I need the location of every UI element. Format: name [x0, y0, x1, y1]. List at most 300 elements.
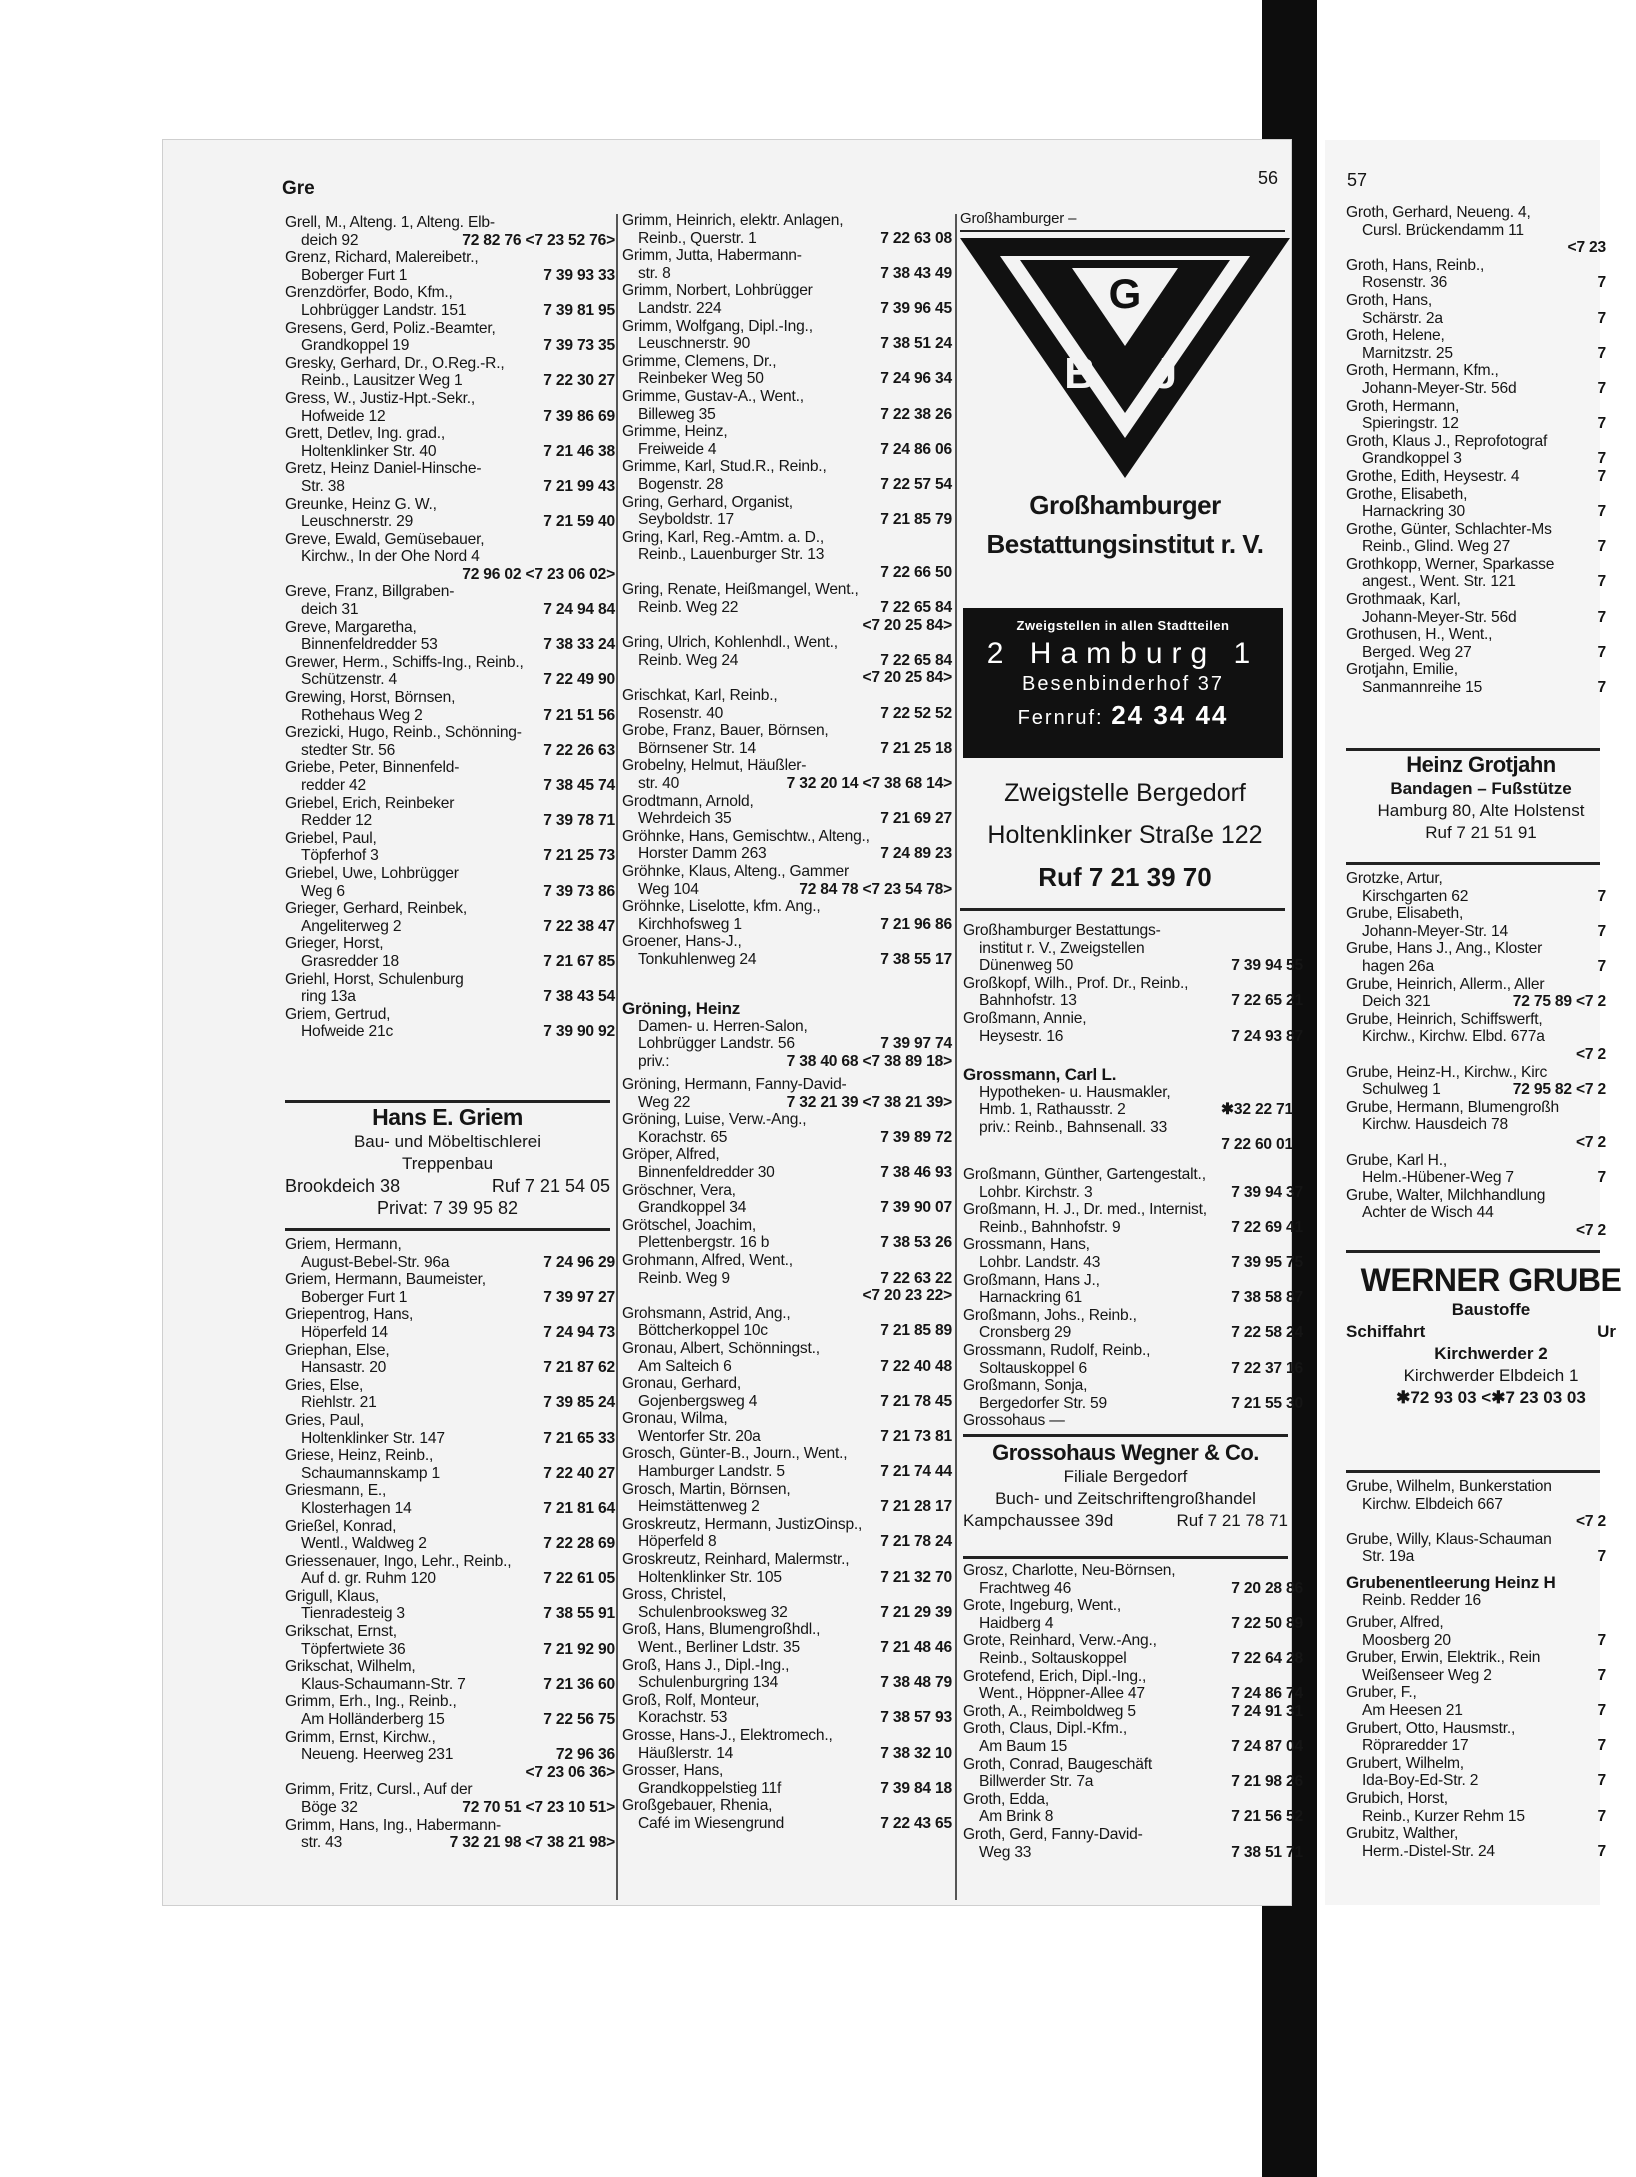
entry-address: Am Holländerberg 15 [301, 1711, 445, 1729]
list-item [1346, 257, 1606, 292]
entry-name: Grube, Heinrich, Allerm., Aller [1346, 975, 1545, 993]
entry-address: hagen 26a [1362, 957, 1434, 975]
entry-address: Bergedorfer Str. 59 [979, 1394, 1107, 1412]
entry-phone: 72 84 78 <7 23 54 78> [799, 880, 952, 898]
page-number-right: 57 [1347, 170, 1368, 190]
entry-address: Reinb., Querstr. 1 [638, 229, 757, 247]
entry-address: str. 43 [301, 1834, 343, 1852]
entry-name: Groth, A., Reimboldweg 5 [963, 1702, 1136, 1720]
entry-name: Grießel, Konrad, [285, 1517, 397, 1535]
entry-address: angest., Went. Str. 121 [1362, 573, 1516, 591]
ad-grotjahn [1346, 752, 1616, 844]
entry-phone: 7 [1597, 679, 1606, 697]
entry-address: Grandkoppel 3 [1362, 450, 1462, 468]
entry-address: Freiweide 4 [638, 440, 717, 458]
entry-phone: 7 38 45 74 [543, 777, 615, 794]
entry-name: Grube, Heinz-H., Kirchw., Kirc [1346, 1063, 1548, 1081]
list-item [285, 795, 615, 830]
entry-name: Griebe, Peter, Binnenfeld- [285, 759, 460, 777]
entry-phone: 7 39 86 69 [543, 407, 615, 425]
ad-grube-line3: Kirchwerder Elbdeich 1 [1403, 1366, 1579, 1385]
list-item [622, 1727, 952, 1762]
entry-address: Schulenbrooksweg 32 [638, 1603, 788, 1621]
entry-name: Groth, Hans, [1346, 291, 1433, 309]
entry-address: Häußlerstr. 14 [638, 1744, 734, 1762]
entry-address: Spieringstr. 12 [1362, 415, 1459, 433]
ad-rule [1346, 748, 1600, 751]
entry-phone: 7 22 56 75 [543, 1711, 615, 1729]
entry-phone: 7 38 55 91 [543, 1605, 615, 1623]
ad-griem-line2: Treppenbau [401, 1154, 494, 1173]
entry-phone: 7 38 43 49 [880, 264, 952, 282]
entry-name: Gröning, Luise, Verw.-Ang., [622, 1111, 807, 1129]
entry-name: Grigull, Klaus, [285, 1587, 380, 1605]
list-item [622, 1111, 952, 1146]
entry-address: Soltauskoppel 6 [979, 1359, 1087, 1377]
entry-phone: 7 21 74 44 [880, 1463, 952, 1481]
entry-name: Grosz, Charlotte, Neu-Börnsen, [963, 1562, 1176, 1579]
list-item [622, 458, 952, 493]
entry-phone-alt: <7 23 [1567, 239, 1606, 257]
entry-address: Went., Berliner Ldstr. 35 [638, 1639, 800, 1656]
entry-address: Haidberg 4 [979, 1614, 1054, 1632]
entry-phone: 7 38 51 71 [1231, 1843, 1303, 1861]
list-item [963, 1307, 1303, 1342]
list-item [1346, 521, 1606, 556]
list-item [285, 1271, 615, 1306]
gbj-triangle-logo [960, 238, 1290, 478]
entry-address: Went., Höppner-Allee 47 [979, 1685, 1145, 1703]
entry-address: Kirchw. Hausdeich 78 [1362, 1116, 1508, 1134]
groening-name: Gröning, Heinz [622, 999, 741, 1018]
entry-name: Gring, Renate, Heißmangel, Went., [622, 581, 859, 599]
list-item [963, 1756, 1303, 1791]
entry-address: Rothehaus Weg 2 [301, 706, 423, 724]
entry-phone: 7 21 99 43 [543, 477, 615, 495]
entry-address: Reinb., Kurzer Rehm 15 [1362, 1807, 1525, 1825]
entry-phone: 7 21 55 30 [1231, 1394, 1303, 1412]
list-item [1346, 1011, 1606, 1064]
entry-phone: 7 22 49 90 [543, 671, 615, 689]
entry-name: Grothe, Edith, Heysestr. 4 [1346, 467, 1520, 485]
entry-address: Reinb., Lausitzer Weg 1 [301, 372, 463, 390]
list-item [622, 353, 952, 388]
entry-name: Groth, Klaus J., Reprofotograf [1346, 432, 1548, 450]
entry-address: Kirchhofsweg 1 [638, 915, 742, 933]
entry-name: Groth, Hermann, [1346, 397, 1460, 415]
gbj-box-line1: Zweigstellen in allen Stadtteilen [1016, 618, 1230, 633]
entry-address: Höperfeld 14 [301, 1323, 388, 1341]
entry-address: Hofweide 21c [301, 1023, 394, 1041]
entry-address: Helm.-Hübener-Weg 7 [1362, 1169, 1514, 1187]
entry-name: Grube, Karl H., [1346, 1151, 1447, 1169]
entry-phone: 7 39 93 33 [543, 266, 615, 284]
gbj-box-line3: Besenbinderhof 37 [1022, 673, 1224, 695]
entry-grossmann-carl [963, 1066, 1293, 1154]
entry-address: Rosenstr. 36 [1362, 274, 1448, 292]
ad-wegner-name: Grossohaus Wegner & Co. [992, 1440, 1259, 1465]
ad-grube-name: WERNER GRUBE [1360, 1262, 1622, 1298]
column-d-end [1346, 1614, 1606, 1860]
column-d-continued [1346, 870, 1606, 1239]
gbj-letter-b: B [1064, 349, 1096, 398]
entry-address: Tonkuhlenweg 24 [638, 950, 757, 968]
entry-phone: 7 22 40 48 [880, 1357, 952, 1375]
entry-phone: 7 [1597, 922, 1606, 940]
entry-address: ring 13a [301, 988, 356, 1006]
list-item [622, 1762, 952, 1797]
entry-name: Großmann, Annie, [963, 1009, 1087, 1027]
list-item [622, 1481, 952, 1516]
entry-phone: 7 24 96 29 [543, 1253, 615, 1271]
ad-griem-line1: Bau- und Möbeltischlerei [353, 1132, 542, 1151]
list-item [622, 1182, 952, 1217]
entry-phone: 7 39 94 55 [1231, 957, 1303, 975]
entry-phone: 7 21 36 60 [543, 1675, 615, 1693]
entry-phone: 7 39 90 92 [543, 1023, 615, 1041]
list-item [285, 1588, 615, 1623]
entry-address: Wehrdeich 35 [638, 810, 732, 828]
entry-address: deich 31 [301, 601, 359, 619]
entry-address: Leuschnerstr. 90 [638, 335, 751, 353]
entry-phone: 7 39 94 37 [1231, 1183, 1303, 1201]
entry-phone: 7 21 78 45 [880, 1392, 952, 1410]
entry-phone-alt: <7 20 23 22> [862, 1287, 952, 1305]
list-item [1346, 468, 1606, 486]
entry-name: Grothusen, H., Went., [1346, 626, 1493, 644]
entry-name: Grotzke, Artur, [1346, 870, 1443, 887]
entry-address: Ida-Boy-Ed-Str. 2 [1362, 1772, 1479, 1790]
entry-address: Heysestr. 16 [979, 1027, 1064, 1045]
entry-name: Grotjahn, Emilie, [1346, 661, 1458, 679]
entry-name: Grube, Heinrich, Schiffswerft, [1346, 1010, 1543, 1028]
groening-line: priv.: [638, 1052, 670, 1070]
entry-name: Grothe, Günter, Schlachter-Ms [1346, 520, 1552, 538]
entry-address: Bahnhofstr. 13 [979, 992, 1077, 1010]
entry-address: Seyboldstr. 17 [638, 511, 735, 529]
entry-address: Lohbr. Kirchstr. 3 [979, 1183, 1093, 1201]
grossmann-line: priv.: Reinb., Bahnsenall. 33 [979, 1118, 1168, 1136]
gbj-letter-j: J [1152, 349, 1178, 398]
entry-address: Sanmannreihe 15 [1362, 679, 1483, 697]
entry-name: Gruber, Alfred, [1346, 1614, 1444, 1631]
list-item [963, 1826, 1303, 1861]
list-item [285, 1342, 615, 1377]
entry-name: Grewing, Horst, Börnsen, [285, 689, 456, 707]
entry-phone: 7 38 32 10 [880, 1744, 952, 1762]
gbj-letter-g: G [1108, 270, 1142, 317]
entry-phone: 7 20 28 86 [1231, 1579, 1303, 1597]
entry-address: Binnenfeldredder 53 [301, 636, 438, 654]
column-b [622, 212, 952, 969]
entry-phone: 7 39 85 24 [543, 1394, 615, 1412]
entry-name: Grikschat, Wilhelm, [285, 1658, 416, 1676]
groening-line: Lohbrügger Landstr. 56 [638, 1035, 795, 1053]
gbj-name-1: Großhamburger [1029, 490, 1221, 520]
entry-phone: 7 38 53 26 [880, 1234, 952, 1252]
entry-phone: 7 21 51 56 [543, 706, 615, 724]
list-item [285, 583, 615, 618]
entry-address: Schärstr. 2a [1362, 309, 1443, 327]
entry-phone: 7 21 48 46 [880, 1639, 952, 1656]
list-item [622, 1586, 952, 1621]
gbj-name-2: Bestattungsinstitut r. V. [986, 529, 1264, 559]
entry-address: Heimstättenweg 2 [638, 1498, 760, 1516]
entry-name: Grimme, Heinz, [622, 423, 728, 441]
ad-wegner-line1: Filiale Bergedorf [1063, 1467, 1188, 1486]
entry-address: deich 92 [301, 231, 359, 249]
entry-phone: 7 24 94 73 [543, 1323, 615, 1341]
ad-wegner-line2: Buch- und Zeitschriftengroßhandel [995, 1489, 1256, 1508]
entry-groening [622, 1000, 952, 1070]
list-item [285, 284, 615, 319]
entry-address: Boberger Furt 1 [301, 1288, 408, 1306]
entry-name: Grube, Elisabeth, [1346, 905, 1464, 923]
list-item [1346, 292, 1606, 327]
entry-name: Grube, Willy, Klaus-Schauman [1346, 1530, 1552, 1548]
entry-phone: 7 [1597, 608, 1606, 626]
ad-grotjahn-line1: Bandagen – Fußstütze [1390, 779, 1572, 798]
column-b-continued [622, 1076, 952, 1833]
column-a [285, 214, 615, 1041]
gbj-branch-3: Ruf 7 21 39 70 [1038, 862, 1212, 892]
entry-address: Billwerder Str. 7a [979, 1773, 1094, 1791]
list-item [285, 355, 615, 390]
list-item [285, 1553, 615, 1588]
list-item [622, 423, 952, 458]
list-item [1346, 556, 1606, 591]
groening-tel-salon: 7 39 97 74 [880, 1035, 952, 1053]
list-item [1346, 1790, 1606, 1825]
entry-phone-alt: 72 96 02 <7 23 06 02> [462, 565, 615, 583]
entry-name: Griem, Hermann, [285, 1236, 402, 1253]
entry-name: Grell, M., Alteng. 1, Alteng. Elb- [285, 214, 495, 231]
entry-address: Cronsberg 29 [979, 1324, 1072, 1342]
entry-name: Groß, Hans J., Dipl.-Ing., [622, 1656, 790, 1674]
entry-phone: 7 21 25 18 [880, 739, 952, 757]
entry-phone: 7 24 87 04 [1231, 1737, 1303, 1755]
entry-address: Herm.-Distel-Str. 24 [1362, 1842, 1495, 1860]
entry-address: Johann-Meyer-Str. 56d [1362, 379, 1517, 397]
entry-name: Griepentrog, Hans, [285, 1306, 414, 1324]
list-item [285, 1817, 615, 1852]
entry-name: Groth, Edda, [963, 1790, 1050, 1808]
ad-rule [1346, 1250, 1600, 1253]
entry-phone: 7 22 52 52 [880, 704, 952, 722]
entry-phone: 7 [1597, 1701, 1606, 1719]
entry-name: Grubert, Wilhelm, [1346, 1754, 1464, 1772]
list-item [1346, 1825, 1606, 1860]
entry-address: Johann-Meyer-Str. 14 [1362, 922, 1508, 940]
entry-address: Harnackring 30 [1362, 503, 1465, 521]
running-head: Gre [282, 178, 315, 199]
entry-address: Rosenstr. 40 [638, 704, 724, 722]
gbj-branch [960, 772, 1290, 898]
entry-address: Neueng. Heerweg 231 [301, 1746, 454, 1764]
entry-address: Boberger Furt 1 [301, 266, 408, 284]
entry-phone: 7 [1597, 1631, 1606, 1649]
entry-address: Hansastr. 20 [301, 1359, 387, 1377]
entry-name: Grimm, Wolfgang, Dipl.-Ing., [622, 317, 813, 335]
entry-name: Grossohaus — [963, 1412, 1065, 1430]
list-item [622, 1516, 952, 1551]
entry-name: Gring, Ulrich, Kohlenhdl., Went., [622, 634, 838, 652]
entry-phone: 7 21 46 38 [543, 442, 615, 460]
list-item [285, 759, 615, 794]
entry-address: Korachstr. 53 [638, 1709, 728, 1727]
list-item [622, 494, 952, 529]
entry-address: redder 42 [301, 777, 366, 794]
gbj-contact-box [963, 608, 1283, 758]
list-item [1346, 1755, 1606, 1790]
entry-phone: 7 21 98 26 [1231, 1773, 1303, 1791]
entry-address: Wentorfer Str. 20a [638, 1427, 761, 1445]
entry-address: Weg 22 [638, 1093, 691, 1111]
entry-phone: 7 24 86 06 [880, 440, 952, 458]
list-item [1346, 626, 1606, 661]
entry-name: Grimm, Fritz, Cursl., Auf der [285, 1781, 473, 1799]
entry-name: Grothkopp, Werner, Sparkasse [1346, 555, 1555, 573]
entry-name: Grötschel, Joachim, [622, 1216, 756, 1234]
column-d [1346, 204, 1606, 697]
entry-name: Griebel, Uwe, Lohbrügger [285, 864, 459, 882]
entry-phone: 7 [1597, 379, 1606, 397]
entry-name: Greve, Ewald, Gemüsebauer, [285, 530, 485, 548]
entry-grubenentleerung [1346, 1574, 1606, 1609]
grubenentleerung-line: Reinb. Redder 16 [1362, 1591, 1482, 1609]
list-item [622, 863, 952, 898]
list-item [1346, 976, 1606, 1011]
entry-address: Klaus-Schaumann-Str. 7 [301, 1675, 466, 1693]
ad-grube [1346, 1262, 1636, 1409]
list-item [1346, 940, 1606, 975]
list-item [963, 1412, 1303, 1430]
entry-phone: 7 38 58 87 [1231, 1289, 1303, 1307]
entry-name: Grischkat, Karl, Reinb., [622, 687, 778, 705]
entry-name: Groskreutz, Hermann, JustizOinsp., [622, 1515, 863, 1533]
entry-phone: 7 22 65 84 [880, 651, 952, 669]
list-item [963, 1010, 1303, 1045]
entry-address: Binnenfeldredder 30 [638, 1163, 775, 1181]
entry-phone: 7 39 73 35 [543, 337, 615, 355]
entry-address: str. 40 [638, 775, 680, 792]
entry-name: Groth, Conrad, Baugeschäft [963, 1755, 1152, 1773]
entry-address: Am Baum 15 [979, 1737, 1068, 1755]
ad-rule [1346, 862, 1600, 865]
entry-name: Gronau, Albert, Schönningst., [622, 1339, 820, 1357]
list-item [1346, 362, 1606, 397]
list-item [285, 1781, 615, 1816]
ad-grube-tel: ✱72 93 03 <✱7 23 03 03 [1396, 1388, 1586, 1407]
entry-phone: 7 39 97 27 [543, 1288, 615, 1306]
list-item [622, 757, 952, 792]
entry-name: Gries, Paul, [285, 1411, 365, 1429]
column-a-continued [285, 1236, 615, 1852]
list-item [963, 1703, 1303, 1721]
entry-phone: 7 24 96 34 [880, 370, 952, 388]
entry-phone: 7 [1597, 467, 1606, 485]
entry-name: Gruber, Erwin, Elektrik., Rein [1346, 1649, 1541, 1667]
page-number-left: 56 [1258, 168, 1279, 188]
gbj-name [960, 490, 1290, 560]
entry-address: Berged. Weg 27 [1362, 643, 1472, 661]
ad-rule [1346, 1470, 1600, 1473]
column-c-tail [963, 1562, 1303, 1861]
ad-grube-line2: Kirchwerder 2 [1434, 1344, 1548, 1363]
entry-address: Böge 32 [301, 1799, 358, 1816]
entry-address: Holtenklinker Str. 105 [638, 1568, 782, 1586]
list-item [1346, 1152, 1606, 1187]
entry-phone: 7 21 92 90 [543, 1640, 615, 1658]
list-item [285, 1447, 615, 1482]
groening-line: Damen- u. Herren-Salon, [638, 1017, 808, 1035]
entry-name: Groth, Claus, Dipl.-Kfm., [963, 1720, 1127, 1738]
entry-address: Schulweg 1 [1362, 1081, 1441, 1099]
ad-rule [963, 1556, 1288, 1559]
entry-phone: 7 21 67 85 [543, 952, 615, 970]
entry-address: Am Brink 8 [979, 1808, 1054, 1826]
entry-name: Grothmaak, Karl, [1346, 591, 1461, 609]
entry-name: Griese, Heinz, Reinb., [285, 1447, 434, 1465]
entry-name: Grohsmann, Astrid, Ang., [622, 1304, 791, 1322]
list-item [285, 1377, 615, 1412]
entry-address: Frachtweg 46 [979, 1579, 1072, 1597]
list-item [622, 1621, 952, 1656]
entry-name: Gress, W., Justiz-Hpt.-Sekr., [285, 389, 476, 407]
entry-address: Kirschgarten 62 [1362, 887, 1469, 905]
list-item [963, 1632, 1303, 1667]
list-item [285, 1729, 615, 1782]
entry-phone: 7 [1597, 1548, 1606, 1566]
entry-address: Am Salteich 6 [638, 1357, 732, 1375]
list-item [963, 1201, 1303, 1236]
entry-phone: 7 32 21 98 <7 38 21 98> [449, 1834, 615, 1852]
ad-rule [963, 1434, 1288, 1437]
ad-grube-right: Ur [1597, 1322, 1616, 1341]
list-item [285, 214, 615, 249]
entry-phone-alt: <7 2 [1576, 1221, 1606, 1239]
entry-name: Gröper, Alfred, [622, 1146, 720, 1164]
list-item [622, 1692, 952, 1727]
entry-name: Grube, Wilhelm, Bunkerstation [1346, 1478, 1552, 1495]
entry-address: Cursl. Brückendamm 11 [1362, 221, 1524, 239]
entry-phone: 7 22 38 47 [543, 917, 615, 935]
entry-phone: 72 95 82 <7 2 [1512, 1081, 1606, 1099]
list-item [622, 933, 952, 968]
entry-address: Börnsener Str. 14 [638, 739, 756, 757]
entry-phone: 7 21 85 79 [880, 511, 952, 529]
entry-name: Grimm, Hans, Ing., Habermann- [285, 1816, 502, 1834]
entry-name: Grimme, Clemens, Dr., [622, 352, 777, 370]
gbj-box-line2: 2 Hamburg 1 [986, 637, 1260, 670]
list-item [285, 935, 615, 970]
list-item [1346, 870, 1606, 905]
entry-phone: 7 22 43 65 [880, 1814, 952, 1832]
entry-address: Kirchw. Elbdeich 667 [1362, 1495, 1503, 1513]
grossmann-line: Hypotheken- u. Hausmakler, [979, 1083, 1171, 1101]
grubenentleerung-name: Grubenentleerung Heinz H [1346, 1573, 1556, 1592]
entry-name: Gretz, Heinz Daniel-Hinsche- [285, 460, 482, 478]
entry-phone: 72 70 51 <7 23 10 51> [462, 1799, 615, 1816]
entry-address: Korachstr. 65 [638, 1128, 728, 1146]
list-item [1346, 1720, 1606, 1755]
entry-name: Großgebauer, Rhenia, [622, 1797, 773, 1815]
entry-address: institut r. V., Zweigstellen [979, 939, 1145, 957]
ad-grube-left: Schiffahrt [1346, 1322, 1426, 1341]
entry-phone: 7 21 69 27 [880, 810, 952, 828]
entry-address: Weg 6 [301, 882, 345, 900]
entry-name: Grewer, Herm., Schiffs-Ing., Reinb., [285, 653, 524, 671]
